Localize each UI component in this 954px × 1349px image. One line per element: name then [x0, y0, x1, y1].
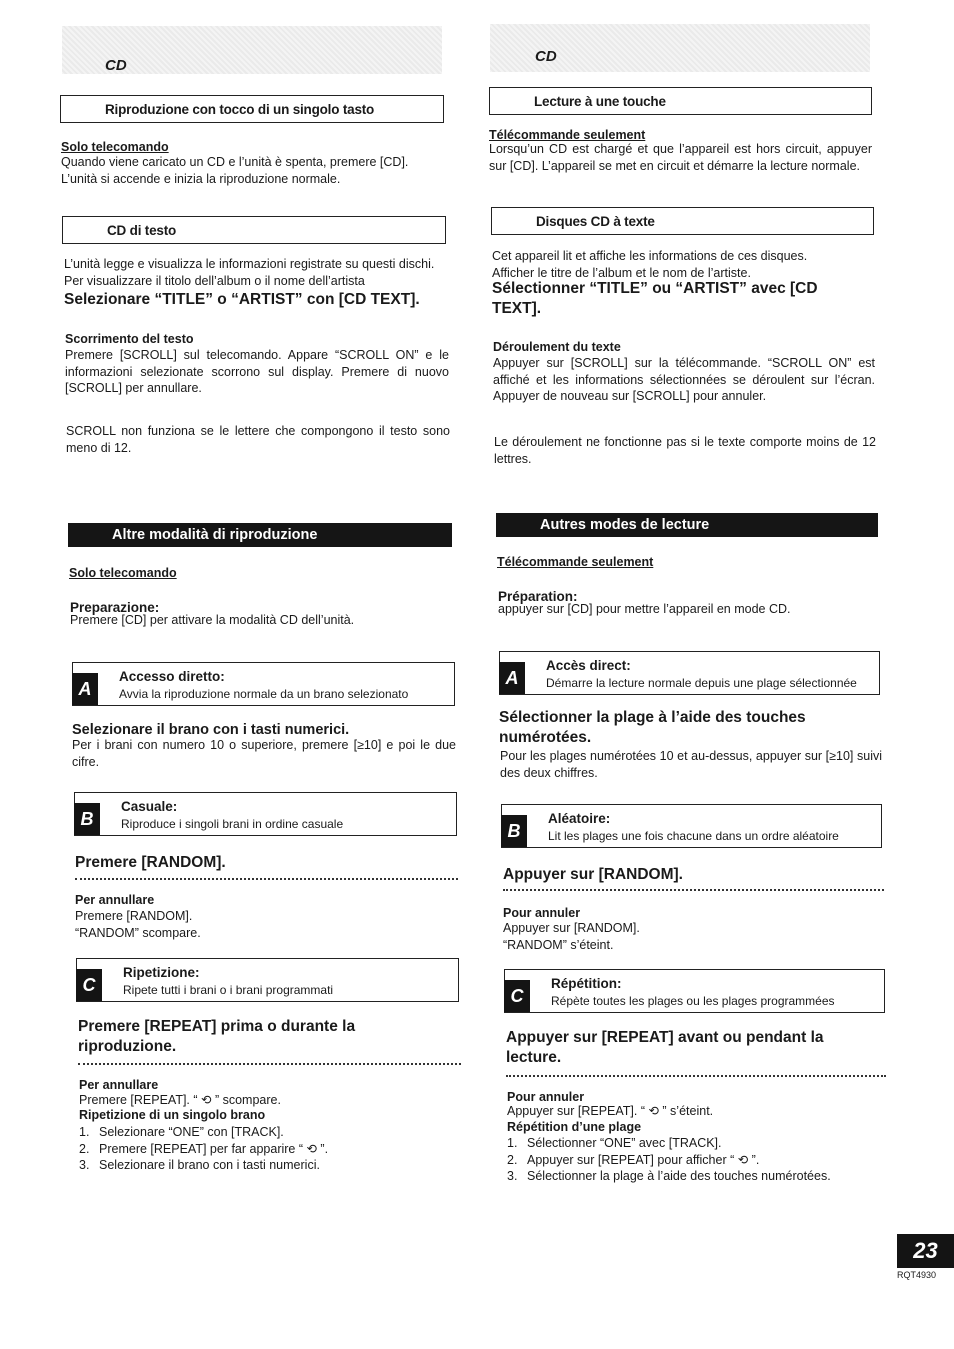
dotted-divider-c-fr: [506, 1075, 886, 1077]
mode-desc-c-it: Ripete tutti i brani o i brani programmati: [123, 983, 334, 997]
mode-title-b-it: Casuale:: [121, 799, 178, 814]
cancel-text-b-it: Premere [RANDOM]. “RANDOM” scompare.: [75, 909, 201, 940]
document-code: RQT4930: [897, 1270, 937, 1280]
mode-heading-c-it: Premere [REPEAT] prima o durante la riproduzione.: [78, 1018, 356, 1055]
mode-title-a-it: Accesso diretto:: [119, 669, 225, 684]
mode-heading-a-it: Selezionare il brano con i tasti numerici.: [72, 722, 350, 738]
one-touch-title-fr: Lecture à une touche: [489, 87, 872, 115]
remote-only-label-2-it: Solo telecomando: [69, 566, 177, 580]
scroll-heading-it: Scorrimento del testo: [65, 332, 194, 346]
cancel-heading-b-fr: Pour annuler: [503, 906, 581, 920]
prep-text-it: Premere [CD] per attivare la modalità CD dell’unità.: [70, 613, 355, 627]
mode-heading-b-fr: Appuyer sur [RANDOM].: [503, 866, 683, 883]
list-item: 2. Premere [REPEAT] per far apparire “ ⟲ ”.: [79, 1141, 329, 1156]
cd-label-it: CD: [105, 57, 127, 74]
dotted-divider-b-it: [75, 878, 458, 880]
cd-text-title-it: CD di testo: [62, 216, 446, 244]
scroll-note-it: SCROLL non funziona se le lettere che compongono il testo sono meno di 12.: [66, 424, 450, 455]
page-number: 23: [897, 1234, 954, 1268]
mode-text-a-it: Per i brani con numero 10 o superiore, premere [≥10] e poi le due cifre.: [72, 738, 456, 769]
mode-title-c-fr: Répétition:: [551, 976, 622, 991]
single-repeat-heading-it: Ripetizione di un singolo brano: [79, 1108, 266, 1122]
mode-desc-a-it: Avvia la riproduzione normale da un brano selezionato: [119, 687, 409, 701]
single-repeat-steps-fr: [507, 1135, 831, 1185]
prep-text-fr: appuyer sur [CD] pour mettre l’appareil en mode CD.: [498, 602, 791, 616]
list-item: 1. Selezionare “ONE” con [TRACK].: [79, 1125, 284, 1139]
cancel-heading-b-it: Per annullare: [75, 893, 155, 907]
single-repeat-steps-it: [79, 1124, 328, 1174]
remote-only-label-fr: Télécommande seulement: [489, 128, 646, 142]
mode-letter-a-fr: A: [499, 662, 525, 694]
other-modes-bar-it: Altre modalità di riproduzione: [68, 523, 452, 547]
mode-heading-a-fr: Sélectionner la plage à l’aide des touches numérotées.: [499, 709, 806, 746]
mode-title-c-it: Ripetizione:: [123, 965, 200, 980]
one-touch-text-it: Quando viene caricato un CD e l’unità è spenta, premere [CD]. L’unità si accende e inizia la riproduzione normale.: [61, 155, 409, 186]
list-item: 2. Appuyer sur [REPEAT] pour afficher “ ⟲ ”.: [507, 1152, 760, 1167]
mode-desc-a-fr: Démarre la lecture normale depuis une plage sélectionnée: [546, 676, 857, 690]
cancel-text-c-it: Premere [REPEAT]. “ ⟲ ” scompare.: [79, 1093, 281, 1107]
mode-desc-c-fr: Répète toutes les plages ou les plages programmées: [551, 994, 835, 1008]
cancel-text-c-fr: Appuyer sur [REPEAT]. “ ⟲ ” s’éteint.: [507, 1104, 714, 1118]
mode-heading-c-fr: Appuyer sur [REPEAT] avant ou pendant la lecture.: [506, 1029, 824, 1066]
mode-letter-a-it: A: [72, 673, 98, 705]
scroll-note-fr: Le déroulement ne fonctionne pas si le texte comporte moins de 12 lettres.: [494, 435, 876, 466]
list-item: 3. Selezionare il brano con i tasti numerici.: [79, 1158, 320, 1172]
cd-text-intro-it: L’unità legge e visualizza le informazioni registrate su questi dischi. Per visualizzare il titolo dell’album o il nome dell’artista: [64, 257, 435, 288]
remote-only-label-2-fr: Télécommande seulement: [497, 555, 654, 569]
mode-box-direct-access-fr: [499, 651, 880, 695]
mode-box-direct-access-it: [72, 662, 455, 706]
dotted-divider-c-it: [78, 1063, 461, 1065]
mode-letter-b-it: B: [74, 803, 100, 835]
list-item: 3. Sélectionner la plage à l’aide des touches numérotées.: [507, 1169, 831, 1183]
one-touch-title-it: Riproduzione con tocco di un singolo tasto: [60, 95, 444, 123]
one-touch-text-fr: Lorsqu’un CD est chargé et que l’appareil est hors circuit, appuyer sur [CD]. L’appareil se met en circuit et démarre la lecture normale.: [489, 142, 872, 173]
cancel-heading-c-it: Per annullare: [79, 1078, 159, 1092]
cd-text-heading-fr: Sélectionner “TITLE” ou “ARTIST” avec [CD TEXT].: [492, 280, 818, 317]
mode-box-repeat-fr: [504, 969, 885, 1013]
cancel-text-b-fr: Appuyer sur [RANDOM]. “RANDOM” s’éteint.: [503, 921, 640, 952]
mode-desc-b-it: Riproduce i singoli brani in ordine casuale: [121, 817, 344, 831]
mode-letter-c-fr: C: [504, 980, 530, 1012]
prep-heading-it: Preparazione:: [70, 600, 160, 615]
mode-letter-c-it: C: [76, 969, 102, 1001]
mode-box-random-it: [74, 792, 457, 836]
single-repeat-heading-fr: Répétition d’une plage: [507, 1120, 642, 1134]
prep-heading-fr: Préparation:: [498, 589, 578, 604]
scroll-text-fr: Appuyer sur [SCROLL] sur la télécommande. “SCROLL ON” est affiché et les informations sélectionnées se déroulent sur l’écran. Appuyer de nouveau sur [SCROLL] pour annuler.: [493, 356, 875, 403]
mode-text-a-fr: Pour les plages numérotées 10 et au-dessus, appuyer sur [≥10] suivi des deux chiffres.: [500, 749, 882, 780]
dotted-divider-b-fr: [503, 889, 884, 891]
mode-letter-b-fr: B: [501, 815, 527, 847]
cd-text-heading-it: Selezionare “TITLE” o “ARTIST” con [CD TEXT].: [64, 291, 420, 308]
cd-label-fr: CD: [535, 48, 557, 65]
mode-box-random-fr: [501, 804, 882, 848]
mode-heading-b-it: Premere [RANDOM].: [75, 854, 226, 871]
mode-title-a-fr: Accès direct:: [546, 658, 631, 673]
cd-text-intro-fr: Cet appareil lit et affiche les informations de ces disques. Afficher le titre de l’album et le nom de l’artiste.: [492, 249, 808, 280]
cd-text-title-fr: Disques CD à texte: [491, 207, 874, 235]
remote-only-label-it: Solo telecomando: [61, 140, 169, 154]
scroll-text-it: Premere [SCROLL] sul telecomando. Appare “SCROLL ON” e le informazioni selezionate scorrono sul display. Premere di nuovo [SCROLL] per annullare.: [65, 348, 449, 395]
cancel-heading-c-fr: Pour annuler: [507, 1090, 585, 1104]
mode-box-repeat-it: [76, 958, 459, 1002]
scroll-heading-fr: Déroulement du texte: [493, 340, 621, 354]
mode-title-b-fr: Aléatoire:: [548, 811, 611, 826]
other-modes-bar-fr: Autres modes de lecture: [496, 513, 878, 537]
mode-desc-b-fr: Lit les plages une fois chacune dans un ordre aléatoire: [548, 829, 839, 843]
list-item: 1. Sélectionner “ONE” avec [TRACK].: [507, 1136, 722, 1150]
